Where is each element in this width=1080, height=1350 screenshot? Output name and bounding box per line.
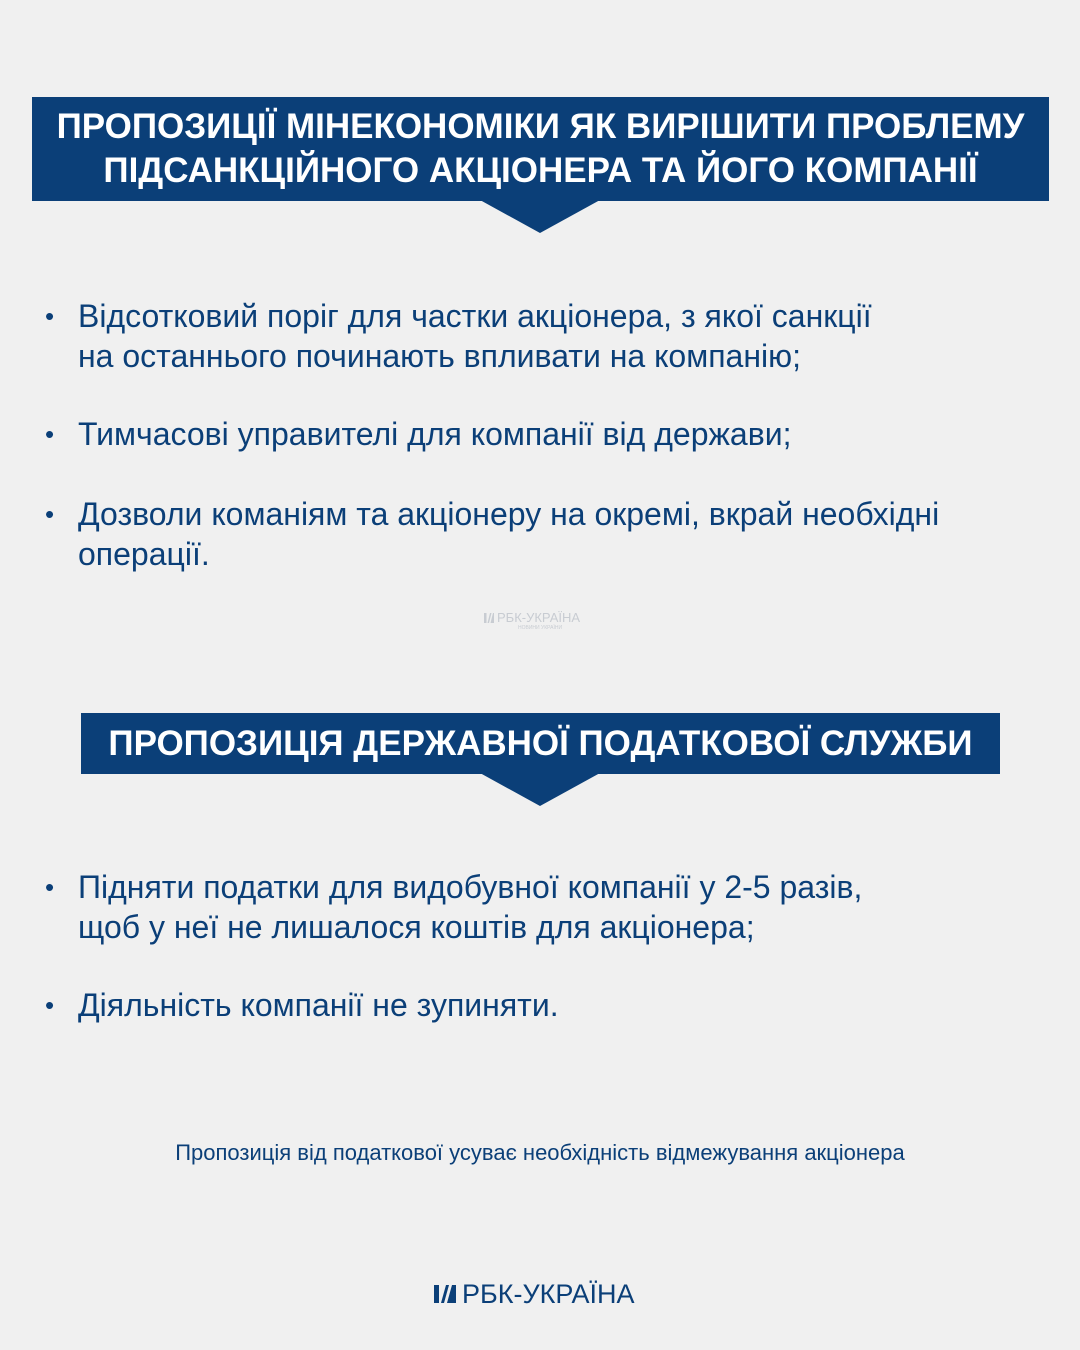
section2-banner-pointer — [480, 773, 600, 806]
bullet-icon: • — [45, 499, 55, 529]
list-item-line: операції. — [78, 536, 210, 572]
list-item-line: Підняти податки для видобувної компанії у 2-5 разів, — [78, 869, 863, 905]
brand-logo-text: РБК-УКРАЇНА — [462, 1279, 635, 1309]
list-item-text — [78, 985, 559, 1025]
list-item-line: щоб у неї не лишалося коштів для акціонера; — [78, 909, 755, 945]
list-item-text — [78, 296, 872, 376]
section2-title-banner — [81, 713, 1000, 774]
watermark-text: РБК-УКРАЇНА — [497, 610, 581, 625]
section1-title-line: ПРОПОЗИЦІЇ МІНЕКОНОМІКИ ЯК ВИРІШИТИ ПРОБЛЕМУ — [56, 107, 1025, 146]
list-item-line: Дозволи команіям та акціонеру на окремі, вкрай необхідні — [78, 496, 940, 532]
bullet-icon: • — [45, 301, 55, 331]
section1-banner-pointer — [480, 200, 600, 233]
bullet-icon: • — [45, 872, 55, 902]
list-item-text — [78, 414, 791, 454]
bullet-icon: • — [45, 990, 55, 1020]
rbc-logo-icon — [484, 613, 494, 623]
list-item-line: Діяльність компанії не зупиняти. — [78, 987, 559, 1023]
list-item-line: Відсотковий поріг для частки акціонера, з якої санкції — [78, 298, 872, 334]
watermark-subtext: НОВИНИ УКРАЇНИ — [518, 625, 563, 631]
list-item-line: Тимчасові управителі для компанії від держави; — [78, 416, 792, 452]
footnote: Пропозиція від податкової усуває необхідність відмежування акціонера — [175, 1140, 905, 1165]
bullet-icon: • — [45, 419, 55, 449]
section1-title-banner — [32, 97, 1049, 201]
watermark — [484, 611, 580, 631]
section2-title: ПРОПОЗИЦІЯ ДЕРЖАВНОЇ ПОДАТКОВОЇ СЛУЖБИ — [108, 724, 973, 763]
rbc-logo-icon — [434, 1283, 456, 1305]
list-item-line: на останнього починають впливати на компанію; — [78, 338, 802, 374]
list-item-text — [78, 867, 862, 947]
list-item-text — [78, 494, 939, 574]
brand-logo — [434, 1278, 635, 1310]
section1-title-line: ПІДСАНКЦІЙНОГО АКЦІОНЕРА ТА ЙОГО КОМПАНІЇ — [103, 151, 978, 190]
